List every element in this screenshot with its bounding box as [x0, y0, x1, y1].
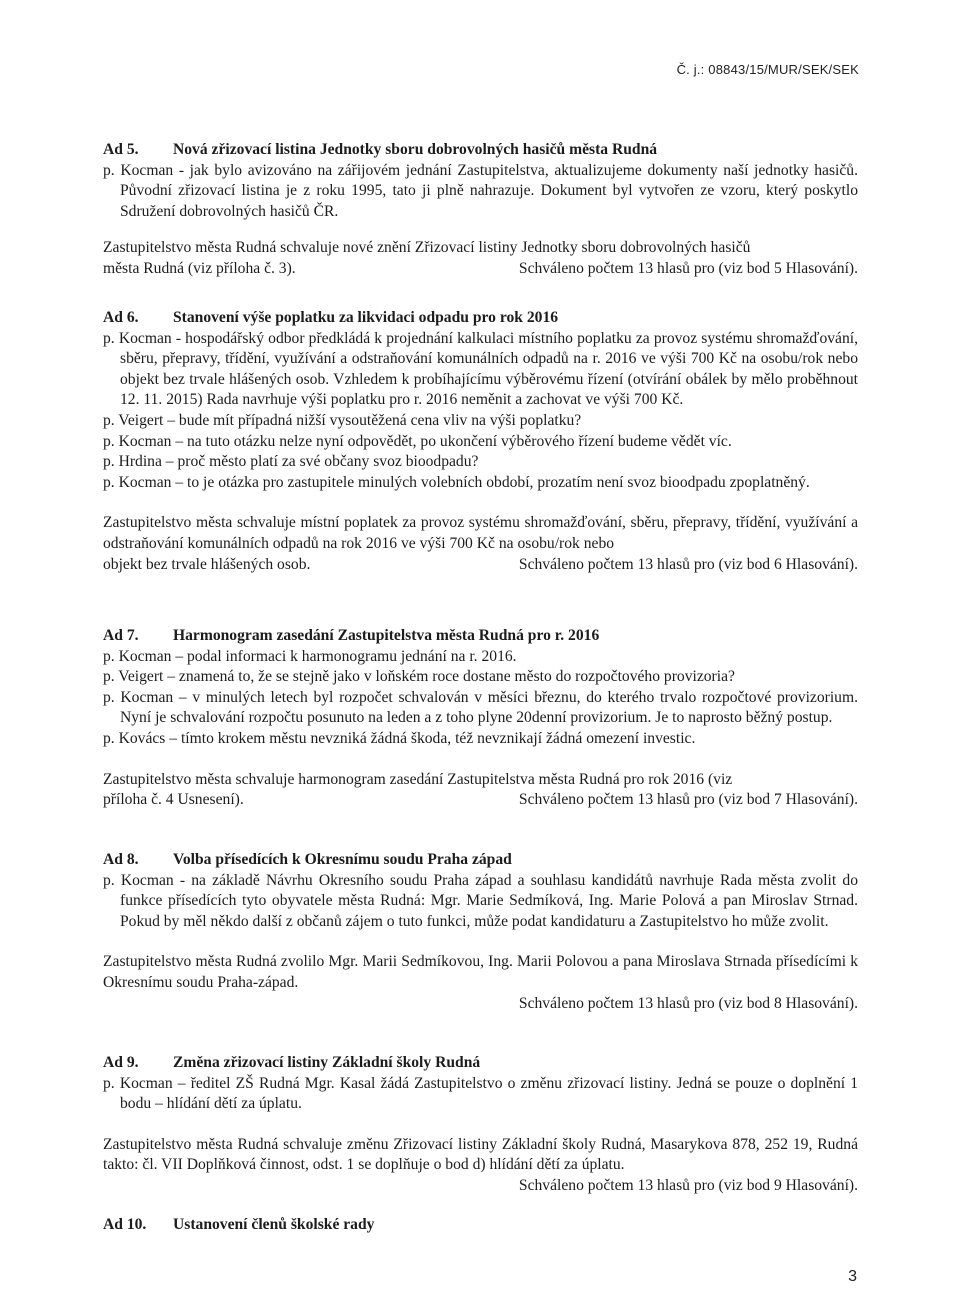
document-reference-number: Č. j.: 08843/15/MUR/SEK/SEK: [676, 62, 859, 77]
page-number: 3: [848, 1268, 857, 1285]
section-number: Ad 6.: [103, 309, 139, 326]
discussion-item: p. Kocman - jak bylo avizováno na zářijovém jednání Zastupitelstva, aktualizujeme dokumenty naší jednotky hasičů. Původní zřizovací listina je z roku 1995, tato ji plně nahrazuje. Dokument byl vytvořen ze vzoru, který poskytlo Sdružení dobrovolných hasičů ČR.: [103, 161, 858, 220]
section-title: Ustanovení členů školské rady: [173, 1216, 375, 1233]
vote-result: Schváleno počtem 13 hlasů pro (viz bod 8 Hlasování).: [518, 994, 858, 1012]
section-ad5: [103, 140, 858, 280]
section-heading: [103, 308, 858, 329]
resolution-text-tail: příloha č. 4 Usnesení).: [103, 791, 244, 809]
section-ad9: [103, 1053, 858, 1197]
resolution-text: Zastupitelstvo města Rudná zvolilo Mgr. Marii Sedmíkovou, Ing. Marii Polovou a pana Miroslava Strnada přísedícími k Okresnímu soudu Praha-západ.: [103, 953, 858, 991]
resolution-text: Zastupitelstvo města schvaluje místní poplatek za provoz systému shromažďování, sběru, přepravy, třídění, využívání a odstraňování komunálních odpadů na rok 2016 ve výši 700 Kč na osobu/rok nebo: [103, 514, 858, 552]
section-title: Změna zřizovací listiny Základní školy Rudná: [173, 1054, 481, 1071]
discussion-item: p. Veigert – znamená to, že se stejně jako v loňském roce dostane město do rozpočtového provizoria?: [103, 668, 735, 686]
section-heading: [103, 140, 858, 161]
resolution-row: [103, 259, 858, 280]
section-number: Ad 5.: [103, 141, 139, 158]
vote-result: Schváleno počtem 13 hlasů pro (viz bod 5 Hlasování).: [518, 259, 858, 277]
discussion-item: p. Kocman – to je otázka pro zastupitele minulých volebních období, prozatím není svoz bioodpadu zpoplatněný.: [103, 473, 810, 491]
section-ad6: [103, 308, 858, 575]
section-title: Harmonogram zasedání Zastupitelstva města Rudná pro r. 2016: [173, 627, 600, 644]
section-heading: [103, 626, 858, 647]
section-ad8: [103, 850, 858, 1014]
resolution-text-tail: objekt bez trvale hlášených osob.: [103, 555, 311, 573]
section-number: Ad 7.: [103, 627, 139, 644]
section-heading: [103, 850, 858, 871]
vote-result: Schváleno počtem 13 hlasů pro (viz bod 6 Hlasování).: [518, 555, 858, 573]
section-number: Ad 9.: [103, 1054, 139, 1071]
resolution-text: Zastupitelstvo města Rudná schvaluje nové znění Zřizovací listiny Jednotky sboru dobrovolných hasičů: [103, 239, 751, 257]
discussion-item: p. Kocman - na základě Návrhu Okresního soudu Praha západ a souhlasu kandidátů navrhuje Rada města zvolit do funkce přísedících tyto obyvatele města Rudná: Mgr. Marie Sedmíková, Ing. Marie Polová a pan Miroslav Strnad. Pokud by měl někdo další z občanů zájem o tuto funkci, může podat kandidaturu a Zastupitelstvo ho může zvolit.: [103, 871, 858, 930]
resolution-row: [103, 790, 858, 811]
discussion-item: p. Kocman – podal informaci k harmonogramu jednání na r. 2016.: [103, 647, 517, 665]
section-title: Volba přísedících k Okresnímu soudu Praha západ: [173, 851, 512, 868]
discussion-item: p. Kocman – ředitel ZŠ Rudná Mgr. Kasal žádá Zastupitelstvo o změnu zřizovací listiny. Jedná se pouze o doplnění 1 bodu – hlídání dětí za úplatu.: [103, 1074, 858, 1113]
section-heading: [103, 1215, 858, 1236]
section-number: Ad 8.: [103, 851, 139, 868]
discussion-item: p. Veigert – bude mít případná nižší vysoutěžená cena vliv na výši poplatku?: [103, 411, 582, 429]
section-title: Nová zřizovací listina Jednotky sboru dobrovolných hasičů města Rudná: [173, 141, 658, 158]
section-number: Ad 10.: [103, 1216, 147, 1233]
resolution-text-tail: města Rudná (viz příloha č. 3).: [103, 259, 296, 277]
discussion-item: p. Kocman – na tuto otázku nelze nyní odpovědět, po ukončení výběrového řízení budeme vědět víc.: [103, 432, 732, 450]
vote-result: Schváleno počtem 13 hlasů pro (viz bod 7 Hlasování).: [518, 791, 858, 809]
vote-result: Schváleno počtem 13 hlasů pro (viz bod 9 Hlasování).: [518, 1176, 858, 1194]
section-title: Stanovení výše poplatku za likvidaci odpadu pro rok 2016: [173, 309, 559, 326]
section-heading: [103, 1053, 858, 1074]
discussion-item: p. Kocman – v minulých letech byl rozpočet schvalován v měsíci březnu, do kterého trvalo rozpočtové provizorium. Nyní je schvalování rozpočtu posunuto na leden a z toho plyne 20denní provizorium. Je to naprosto běžný postup.: [103, 688, 858, 727]
discussion-item: p. Kovács – tímto krokem městu nevzniká žádná škoda, též nevznikají žádná omezení investic.: [103, 729, 696, 747]
discussion-item: p. Kocman - hospodářský odbor předkládá k projednání kalkulaci místního poplatku za provoz systému shromažďování, sběru, přepravy, třídění, využívání a odstraňování komunálních odpadů na r. 2016 ve výši 700 Kč na osobu/rok nebo objekt bez trvale hlášených osob. Vzhledem k probíhajícímu výběrovému řízení (otvírání obálek by mělo proběhnout 12. 11. 2015) Rada navrhuje výši poplatku pro r. 2016 neměnit a zachovat ve výši 700 Kč.: [103, 329, 858, 409]
resolution-text: Zastupitelstvo města schvaluje harmonogram zasedání Zastupitelstva města Rudná pro rok 2016 (viz: [103, 770, 733, 788]
discussion-item: p. Hrdina – proč město platí za své občany svoz bioodpadu?: [103, 453, 479, 471]
resolution-text: Zastupitelstvo města Rudná schvaluje změnu Zřizovací listiny Základní školy Rudná, Masarykova 878, 252 19, Rudná takto: čl. VII Doplňková činnost, odst. 1 se doplňuje o bod d) hlídání dětí za úplatu.: [103, 1135, 858, 1174]
section-ad10: [103, 1215, 858, 1236]
section-ad7: [103, 626, 858, 811]
resolution-row: [103, 555, 858, 576]
